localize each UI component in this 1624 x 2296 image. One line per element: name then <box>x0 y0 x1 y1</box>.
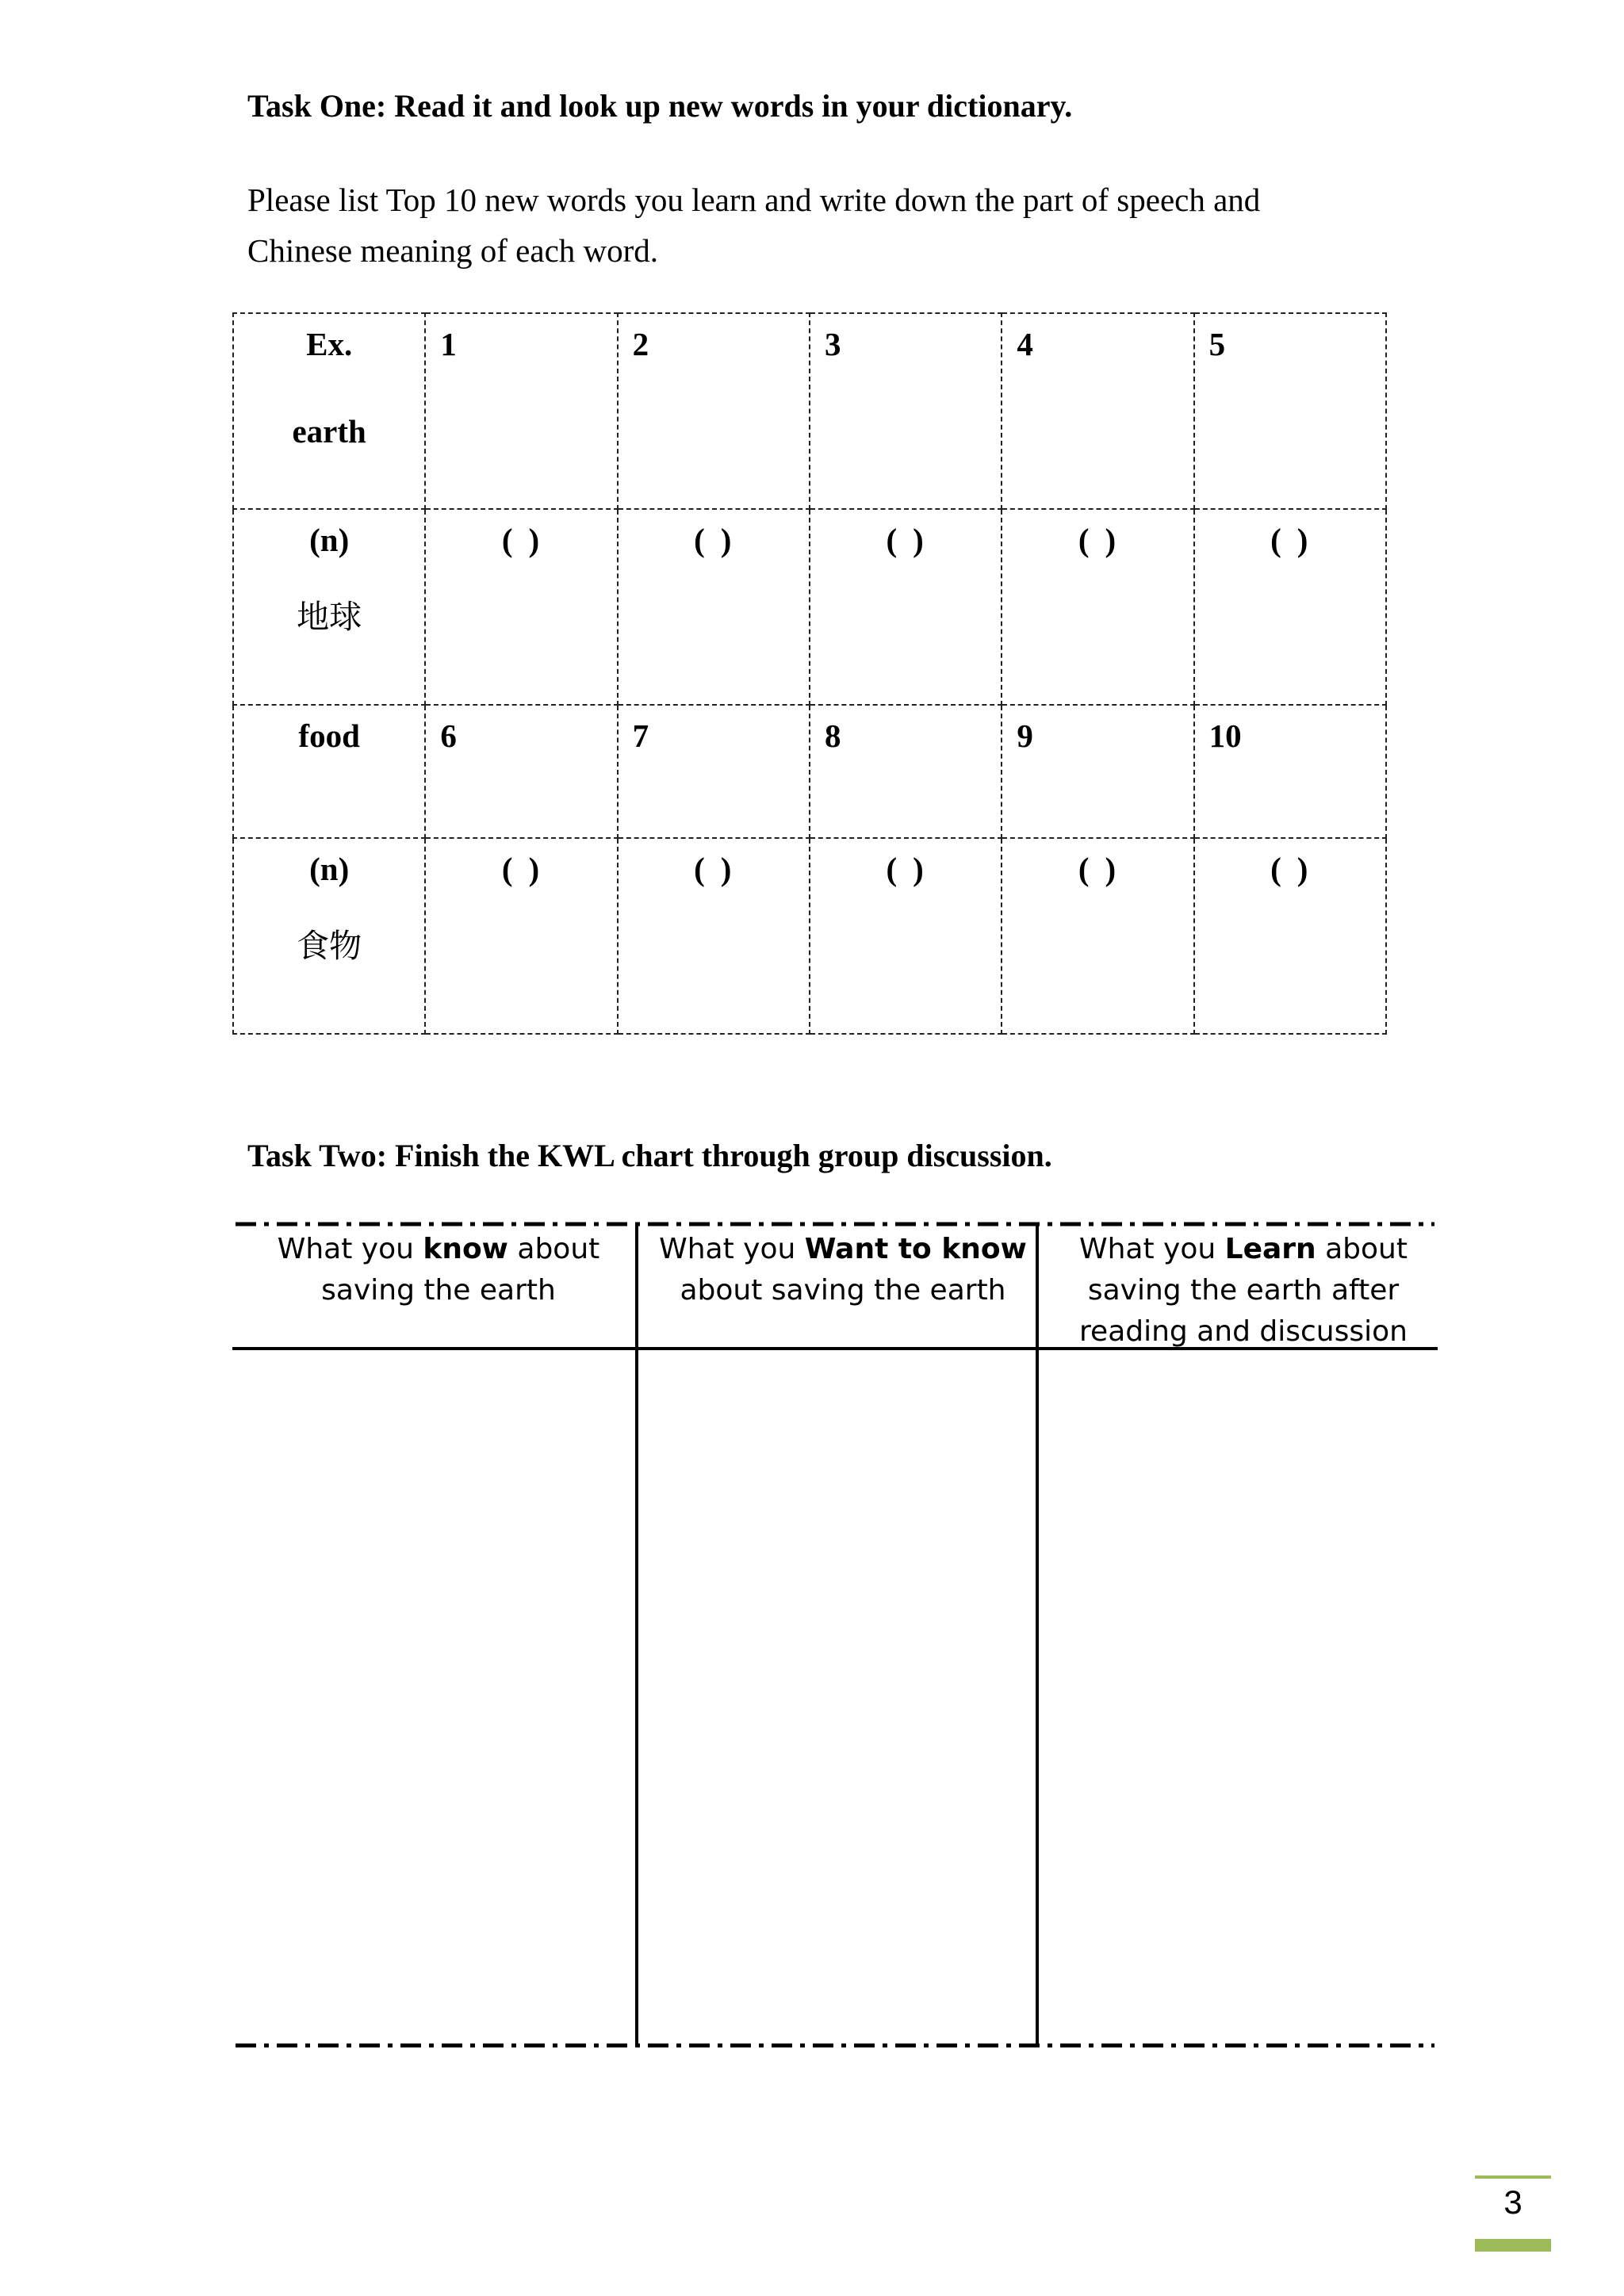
word-number: 3 <box>824 326 841 362</box>
pos-brackets: () <box>1078 851 1132 887</box>
instructions-line-2: Chinese meaning of each word. <box>247 232 659 269</box>
kwl-learn-header <box>1053 1229 1434 1353</box>
word-number: 1 <box>440 326 457 362</box>
word-number: 5 <box>1208 326 1226 362</box>
word-cell-1[interactable] <box>425 313 617 509</box>
pos-cell-2[interactable] <box>618 509 810 705</box>
pos-cell-1[interactable] <box>425 509 617 705</box>
task-one-instructions <box>247 174 1437 276</box>
pos-brackets: () <box>886 851 940 887</box>
word-number: 6 <box>440 718 457 754</box>
table-row <box>233 313 1386 509</box>
kwl-chart <box>232 1221 1438 2049</box>
kwl-know-bold: know <box>423 1233 508 1265</box>
word-cell-6[interactable] <box>425 705 617 838</box>
kwl-learn-bold: Learn <box>1224 1233 1316 1265</box>
pos-brackets: () <box>501 522 556 558</box>
kwl-want-prefix: What you <box>659 1233 805 1265</box>
example-meaning-cell <box>233 838 425 1034</box>
instructions-line-1: Please list Top 10 new words you learn and write down the part of speech and <box>247 182 1261 218</box>
kwl-want-suffix: about saving the earth <box>680 1274 1006 1307</box>
example-label: Ex. <box>306 326 353 362</box>
pos-cell-6[interactable] <box>425 838 617 1034</box>
pos-cell-5[interactable] <box>1194 509 1386 705</box>
word-number: 2 <box>632 326 649 362</box>
kwl-know-header <box>248 1229 629 1311</box>
word-number: 8 <box>824 718 841 754</box>
pos-brackets: () <box>1078 522 1132 558</box>
task-one-heading: Task One: Read it and look up new words in your dictionary. <box>247 88 1073 124</box>
table-row <box>233 509 1386 705</box>
word-cell-4[interactable] <box>1002 313 1193 509</box>
example-meaning: 食物 <box>297 927 362 965</box>
page-number-box <box>1475 2175 1551 2247</box>
word-number: 4 <box>1017 326 1033 362</box>
pos-cell-7[interactable] <box>618 838 810 1034</box>
word-cell-10[interactable] <box>1194 705 1386 838</box>
example-word-cell <box>233 313 425 509</box>
pos-cell-9[interactable] <box>1002 838 1193 1034</box>
pos-brackets: () <box>886 522 940 558</box>
kwl-know-prefix: What you <box>277 1233 423 1265</box>
kwl-know-suffix: about saving the earth <box>321 1233 600 1307</box>
kwl-want-header <box>653 1229 1033 1311</box>
example-meaning: 地球 <box>297 598 362 636</box>
pos-cell-3[interactable] <box>810 509 1002 705</box>
word-cell-8[interactable] <box>810 705 1002 838</box>
kwl-learn-suffix: about saving the earth after reading and discussion <box>1079 1233 1408 1348</box>
pos-brackets: () <box>694 851 748 887</box>
page-number-top-bar <box>1475 2175 1551 2179</box>
pos-cell-4[interactable] <box>1002 509 1193 705</box>
word-number: 7 <box>632 718 649 754</box>
pos-brackets: () <box>694 522 748 558</box>
kwl-want-bold: Want to know <box>804 1233 1027 1265</box>
table-row <box>233 705 1386 838</box>
page-number-bottom-bar <box>1475 2239 1551 2252</box>
pos-cell-10[interactable] <box>1194 838 1386 1034</box>
kwl-learn-prefix: What you <box>1079 1233 1225 1265</box>
word-number: 9 <box>1017 718 1033 754</box>
page-number: 3 <box>1503 2183 1522 2221</box>
table-row <box>233 838 1386 1034</box>
word-number: 10 <box>1208 718 1242 754</box>
task-two-heading: Task Two: Finish the KWL chart through group discussion. <box>247 1138 1052 1173</box>
word-cell-7[interactable] <box>618 705 810 838</box>
example-meaning-cell <box>233 509 425 705</box>
example-pos: (n) <box>309 851 350 887</box>
pos-brackets: () <box>1270 851 1324 887</box>
example-word: food <box>298 718 360 754</box>
word-cell-9[interactable] <box>1002 705 1193 838</box>
example-pos: (n) <box>309 522 350 558</box>
word-cell-3[interactable] <box>810 313 1002 509</box>
word-cell-5[interactable] <box>1194 313 1386 509</box>
example-word: earth <box>292 413 366 450</box>
vocabulary-table <box>232 312 1387 1035</box>
pos-cell-8[interactable] <box>810 838 1002 1034</box>
example-word-cell <box>233 705 425 838</box>
word-cell-2[interactable] <box>618 313 810 509</box>
pos-brackets: () <box>1270 522 1324 558</box>
pos-brackets: () <box>501 851 556 887</box>
